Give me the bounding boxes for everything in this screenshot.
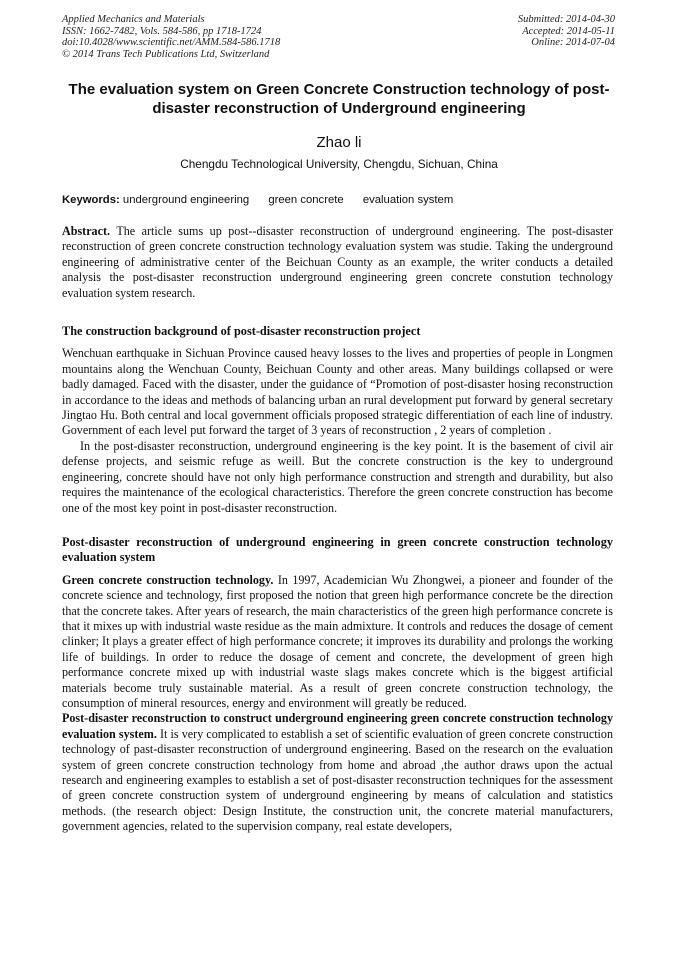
issn-line: ISSN: 1662-7482, Vols. 584-586, pp 1718-1724 — [62, 25, 262, 37]
subsection-text: In 1997, Academician Wu Zhongwei, a pioneer and founder of the concrete science and technology, first proposed the notion that green high performance concrete be the direction that the concrete takes. After years of research, the main characteristics of the green high performance concrete is that it mixes up with industrial waste residue as the main admixture. It controls and reduces the dosage of cement clinker; It plays a greater effect of high performance concrete; it improves its durability and prolongs the working life of buildings. In order to reduce the dosage of cement and concrete, the development of green high performance concrete mixed up with industrial waste slags makes concrete which is the biggest artificial materials become truly sustainable material. As a result of green concrete construction technology, the consumption of mineral resources, energy and environment will greatly be reduced. — [62, 572, 614, 710]
keyword-item: green concrete — [268, 194, 344, 206]
body-paragraph — [62, 711, 613, 834]
online-date: Online: 2014-07-04 — [531, 37, 615, 48]
author-affiliation: Chengdu Technological University, Chengdu, Sichuan, China — [180, 157, 498, 171]
section-heading: Post-disaster reconstruction of underground engineering in green concrete construction technology evaluation system — [62, 534, 613, 565]
copyright-line: © 2014 Trans Tech Publications Ltd, Switzerland — [62, 48, 270, 60]
subsection-label: Green concrete construction technology. — [62, 572, 274, 587]
accepted-date: Accepted: 2014-05-11 — [522, 25, 615, 37]
keywords-label: Keywords: — [62, 194, 120, 206]
journal-name: Applied Mechanics and Materials — [62, 14, 205, 25]
paper-title: The evaluation system on Green Concrete Construction technology of post-disaster reconstruction of Underground engineering — [68, 81, 610, 117]
author-name: Zhao li — [316, 134, 362, 151]
keywords-line — [62, 194, 469, 206]
abstract — [62, 224, 613, 301]
doi-line: doi:10.4028/www.scientific.net/AMM.584-586.1718 — [62, 37, 281, 48]
abstract-text: The article sums up post--disaster reconstruction of underground engineering. The post-disaster reconstruction of green concrete construction technology evaluation system was studie. Taking the underground engineering of administrative center of the Beichuan County as an example, the writer conducts a detailed analysis the post-disaster reconstruction underground engineering green concrete constution technology evaluation system research. — [62, 224, 613, 300]
body-paragraph: In the post-disaster reconstruction, underground engineering is the key point. It is the basement of civil air defense projects, and seismic refuge as weill. But the concrete construction is the key to underground engineering, concrete should have not only high performance construction and strength and durability, but also requires the maintenance of the ecological characteristics. Therefore the green concrete construction has become one of the most key point in post-disaster reconstruction. — [62, 438, 613, 515]
journal-header-left — [62, 14, 280, 60]
subsection-label: Post-disaster reconstruction to construct underground engineering green concrete construction technology evaluation system. — [62, 711, 613, 741]
abstract-label: Abstract. — [62, 224, 111, 238]
body-paragraph: Wenchuan earthquake in Sichuan Province caused heavy losses to the lives and properties of people in Longmen mountains along the Wenchuan County, Beichuan County and other areas. Many buildings collapsed or were badly damaged. Faced with the disaster, under the guidance of “Promotion of post-disaster hosing reconstruction in accordance to the ideas and methods of balancing urban an rural development put forward by general secretary Jingtao Hu. Both central and local government officials proposed strategic differentiation of each line of industry. Government of each level put forward the target of 3 years of reconstruction , 2 years of completion . — [62, 346, 613, 438]
keyword-item: underground engineering — [122, 194, 250, 206]
keyword-item: evaluation system — [362, 194, 454, 206]
submitted-date: Submitted: 2014-04-30 — [517, 14, 615, 25]
section-heading: The construction background of post-disaster reconstruction project — [62, 324, 421, 339]
journal-header-right — [518, 14, 615, 49]
paper-body — [62, 224, 613, 835]
body-paragraph — [62, 573, 613, 712]
subsection-text: It is very complicated to establish a set of scientific evaluation of green concrete construction technology of past-disaster reconstruction of underground engineering. Based on the research on the evaluation system of green concrete construction technology from home and abroad ,the author draws upon the actual research and engineering examples to establish a set of post-disaster reconstruction techniques for the assessment of green concrete construction system of underground engineering by means of calculation and statistics methods. (the research object: Design Institute, the construction unit, the concrete material manufacturers, government agencies, related to the supervision company, real estate developers, — [62, 726, 614, 834]
